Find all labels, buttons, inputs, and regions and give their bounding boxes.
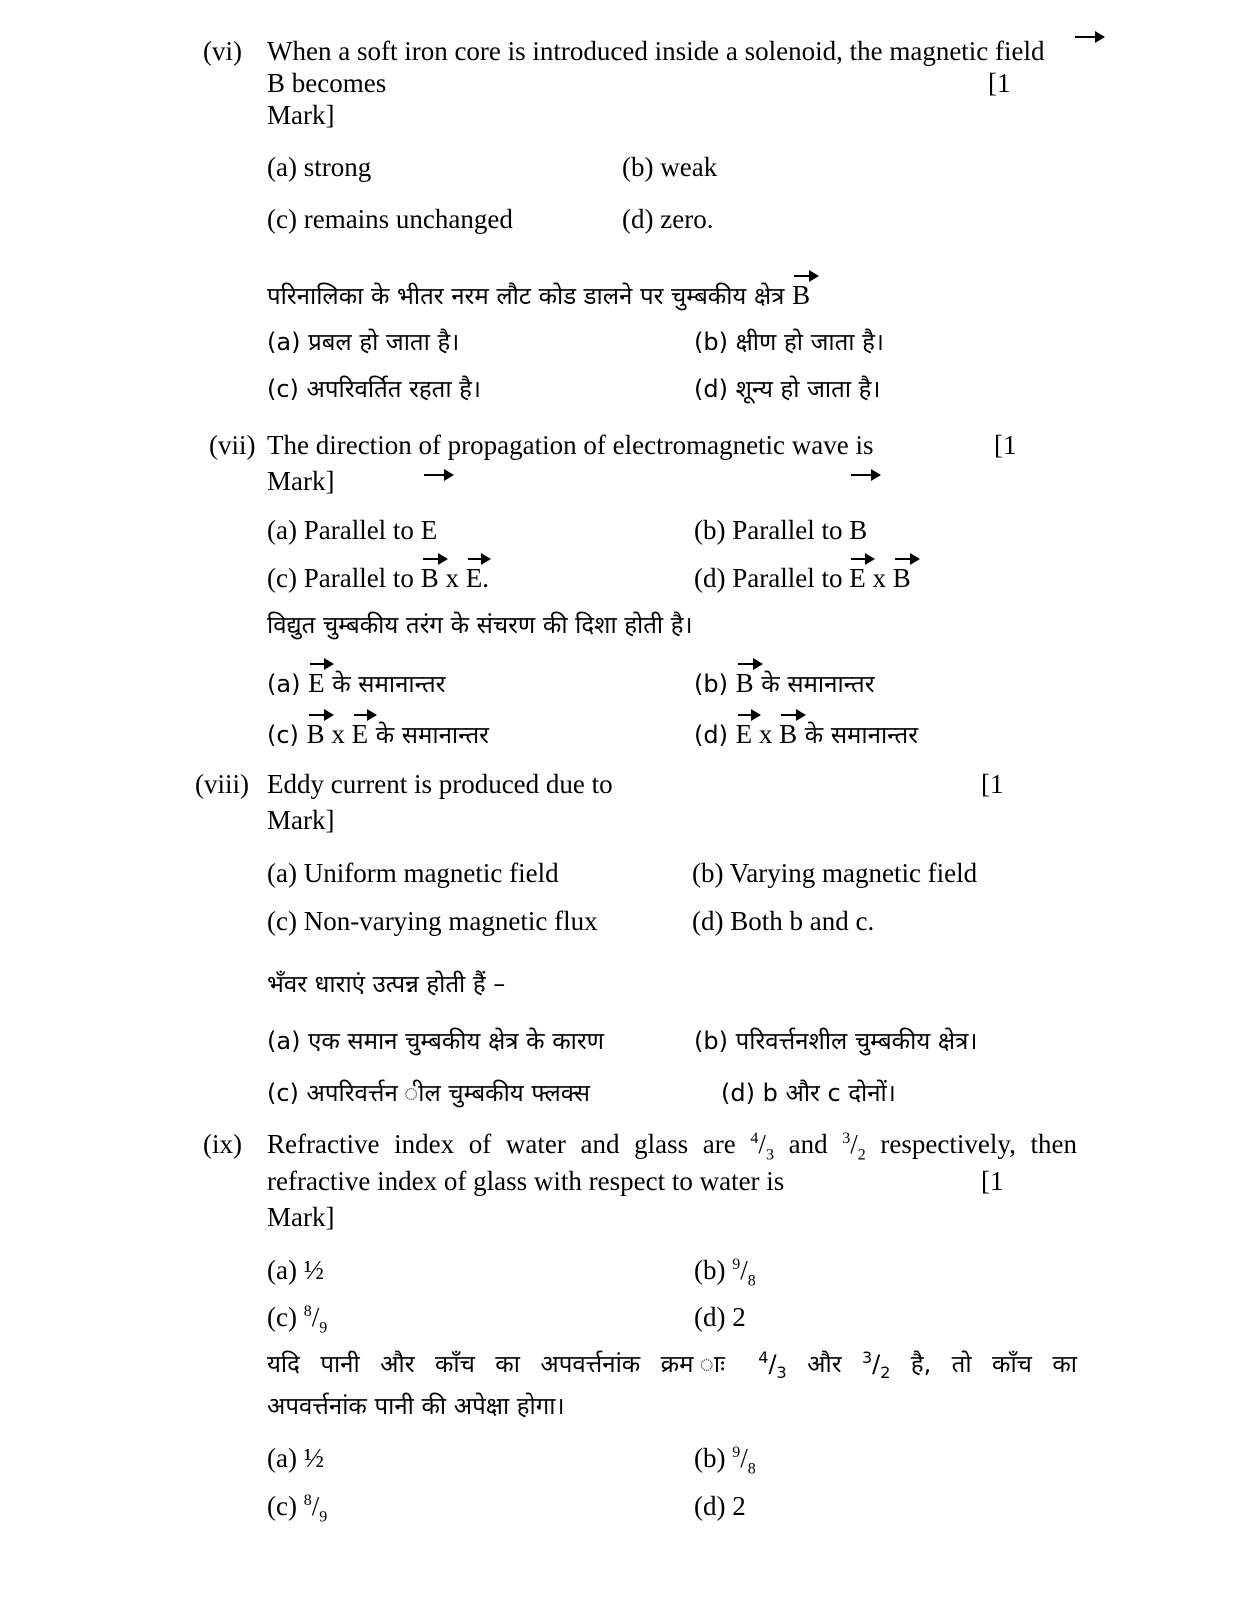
option-a: (a) Uniform magnetic field: [267, 858, 559, 888]
question-text-line: When a soft iron core is introduced inside a solenoid, the magnetic field: [267, 36, 1045, 66]
hindi-option-d: (d) 2: [694, 1491, 746, 1521]
vector-symbol: B: [849, 515, 868, 545]
hindi-question-text: भँवर धाराएं उत्पन्न होती हैं –: [267, 970, 506, 998]
question-text-line: B becomes: [267, 68, 387, 98]
question-number: (ix): [203, 1129, 242, 1159]
vector-symbol: E: [465, 563, 483, 593]
hindi-option-a: (a) E के समानान्तर: [267, 668, 446, 698]
option-c: (c) $^8/_9$: [267, 1302, 328, 1337]
vector-symbol: B: [306, 719, 325, 749]
option-a: (a) Parallel to E: [267, 515, 438, 545]
hindi-option-d: (d) शून्य हो जाता है।: [694, 375, 881, 403]
question-number: (viii): [195, 769, 249, 799]
question-text-line: Refractive index of water and glass are $^4/_3$ and $^3/_2$ respectively, then: [267, 1129, 1078, 1164]
option-d: (d) zero.: [622, 204, 714, 234]
hindi-question-text: अपवर्त्तनांक पानी की अपेक्षा होगा।: [267, 1392, 565, 1420]
vector-symbol: B: [779, 719, 798, 749]
question-number: (vi): [203, 36, 242, 66]
mark-label: Mark]: [267, 1202, 335, 1232]
hindi-option-d: (d) E x B के समानान्तर: [694, 719, 919, 749]
hindi-option-c: (c) $^8/_9$: [267, 1491, 328, 1526]
hindi-option-d: (d) b और c दोनों।: [721, 1079, 896, 1107]
vector-symbol: E: [849, 563, 866, 593]
mark-label: [1: [981, 769, 1004, 799]
hindi-option-c: (c) B x E के समानान्तर: [267, 719, 489, 749]
hindi-option-a: (a) प्रबल हो जाता है।: [267, 328, 460, 356]
hindi-question-text: परिनालिका के भीतर नरम लौट कोड डालने पर चुम्बकीय क्षेत्र B: [267, 280, 811, 310]
hindi-question-text: यदि पानी और काँच का अपवर्त्तनांक क्रम ाः $^4/_3$ और $^3/_2$ है, तो काँच का: [267, 1348, 1077, 1382]
question-text-line: refractive index of glass with respect to water is: [267, 1166, 785, 1196]
hindi-option-b: (b) क्षीण हो जाता है।: [694, 328, 884, 356]
vector-symbol: B: [735, 668, 754, 698]
question-number: (vii): [209, 430, 256, 460]
vector-symbol: E: [308, 668, 325, 698]
option-c: (c) remains unchanged: [267, 204, 513, 234]
option-c: (c) Non-varying magnetic flux: [267, 906, 598, 936]
mark-label: [1: [981, 1166, 1004, 1196]
vector-arrow: [851, 474, 873, 476]
hindi-option-a: (a) एक समान चुम्बकीय क्षेत्र के कारण: [267, 1027, 605, 1055]
mark-label: Mark]: [267, 466, 335, 496]
hindi-option-c: (c) अपरिवर्त्तन ील चुम्बकीय फ्लक्स: [267, 1079, 590, 1107]
question-text-line: Eddy current is produced due to: [267, 769, 613, 799]
hindi-option-b: (b) परिवर्त्तनशील चुम्बकीय क्षेत्र।: [694, 1027, 978, 1055]
hindi-option-b: (b) $^9/_8$: [694, 1443, 756, 1478]
mark-label: [1: [994, 430, 1017, 460]
hindi-question-text: विद्युत चुम्बकीय तरंग के संचरण की दिशा होती है।: [267, 611, 693, 639]
option-b: (b) weak: [622, 152, 718, 182]
mark-label: Mark]: [267, 805, 335, 835]
vector-symbol: E: [735, 719, 753, 749]
vector-arrow: [1075, 36, 1097, 38]
option-b: (b) Varying magnetic field: [692, 858, 978, 888]
mark-label: Mark]: [267, 100, 335, 130]
option-b: (b) Parallel to B: [694, 515, 868, 545]
vector-symbol: B: [892, 563, 911, 593]
option-a: (a) ½: [267, 1255, 324, 1285]
vector-arrow: [424, 474, 446, 476]
vector-symbol: B: [792, 280, 811, 310]
vector-symbol: B: [420, 563, 439, 593]
question-text-line: The direction of propagation of electromagnetic wave is: [267, 430, 874, 460]
hindi-option-a: (a) ½: [267, 1443, 324, 1473]
option-d: (d) 2: [694, 1302, 746, 1332]
option-d: (d) Both b and c.: [692, 906, 875, 936]
hindi-option-b: (b) B के समानान्तर: [694, 668, 875, 698]
option-b: (b) $^9/_8$: [694, 1255, 756, 1290]
vector-symbol: E: [351, 719, 369, 749]
vector-symbol: E: [420, 515, 438, 545]
hindi-option-c: (c) अपरिवर्तित रहता है।: [267, 375, 482, 403]
option-c: (c) Parallel to B x E.: [267, 563, 489, 593]
option-a: (a) strong: [267, 152, 372, 182]
mark-label: [1: [988, 68, 1011, 98]
option-d: (d) Parallel to E x B: [694, 563, 911, 593]
